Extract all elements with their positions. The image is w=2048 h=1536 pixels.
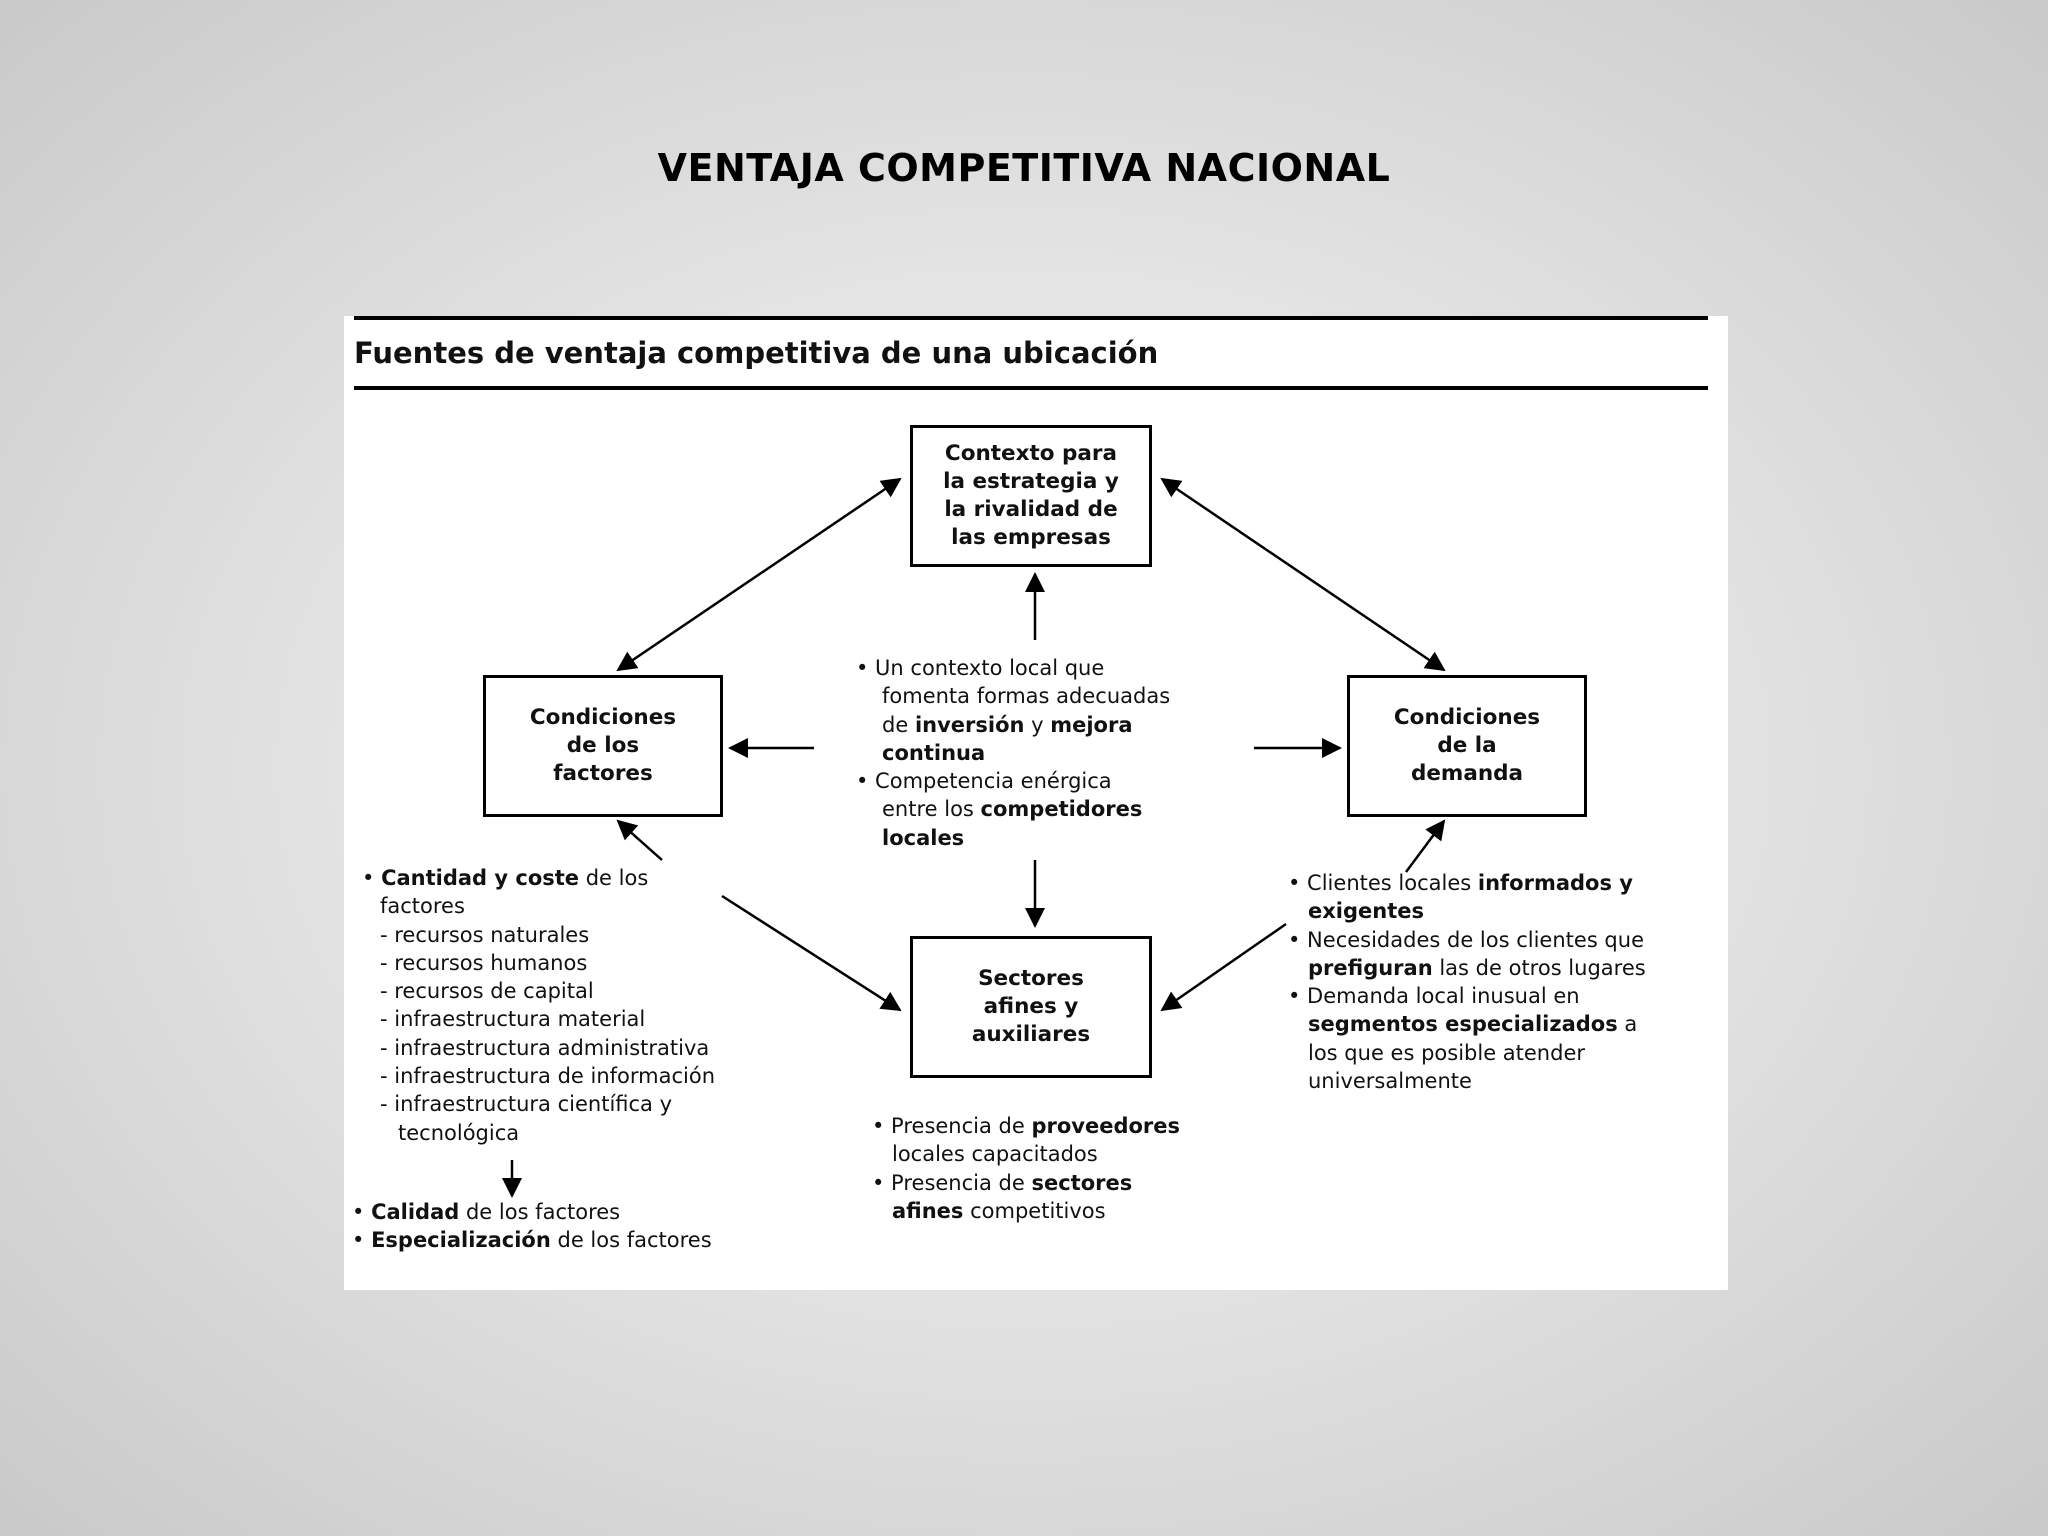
arrow-right-up (1406, 821, 1444, 872)
box-demand-conditions: Condiciones de la demanda (1347, 675, 1587, 817)
box-factor-conditions: Condiciones de los factores (483, 675, 723, 817)
arrow-left-to-bottom (722, 896, 900, 1010)
arrow-right-to-bottom (1162, 924, 1286, 1010)
arrow-top-left (618, 479, 900, 670)
figure-heading: Fuentes de ventaja competitiva de una ubicación (354, 336, 1159, 370)
factor-conditions-list: • Cantidad y coste de los factores - recursos naturales - recursos humanos - recursos de capital - infraestructura material - infraestructura administrativa - infraestructura de información - infraestructura científica y tecnológica (362, 866, 716, 1145)
box-strategy-rivalry: Contexto para la estrategia y la rivalidad de las empresas (910, 425, 1152, 567)
arrow-left-up (618, 821, 662, 860)
demand-conditions-list: • Clientes locales informados y exigentes • Necesidades de los clientes que prefiguran las de otros lugares • Demanda local inusual en segmentos especializados a los que es posible atender universalmente (1288, 871, 1646, 1094)
box-related-industries: Sectores afines y auxiliares (910, 936, 1152, 1078)
factor-quality-list: • Calidad de los factores • Especialización de los factores (352, 1200, 712, 1253)
diagram-figure (344, 316, 1728, 1290)
center-bullets: • Un contexto local que fomenta formas adecuadas de inversión y mejora continua • Competencia enérgica entre los competidores locales (856, 656, 1171, 850)
arrow-top-right (1162, 479, 1444, 670)
related-industries-list: • Presencia de proveedores locales capacitados • Presencia de sectores afines competitivos (872, 1114, 1181, 1223)
slide-title: VENTAJA COMPETITIVA NACIONAL (657, 146, 1391, 190)
